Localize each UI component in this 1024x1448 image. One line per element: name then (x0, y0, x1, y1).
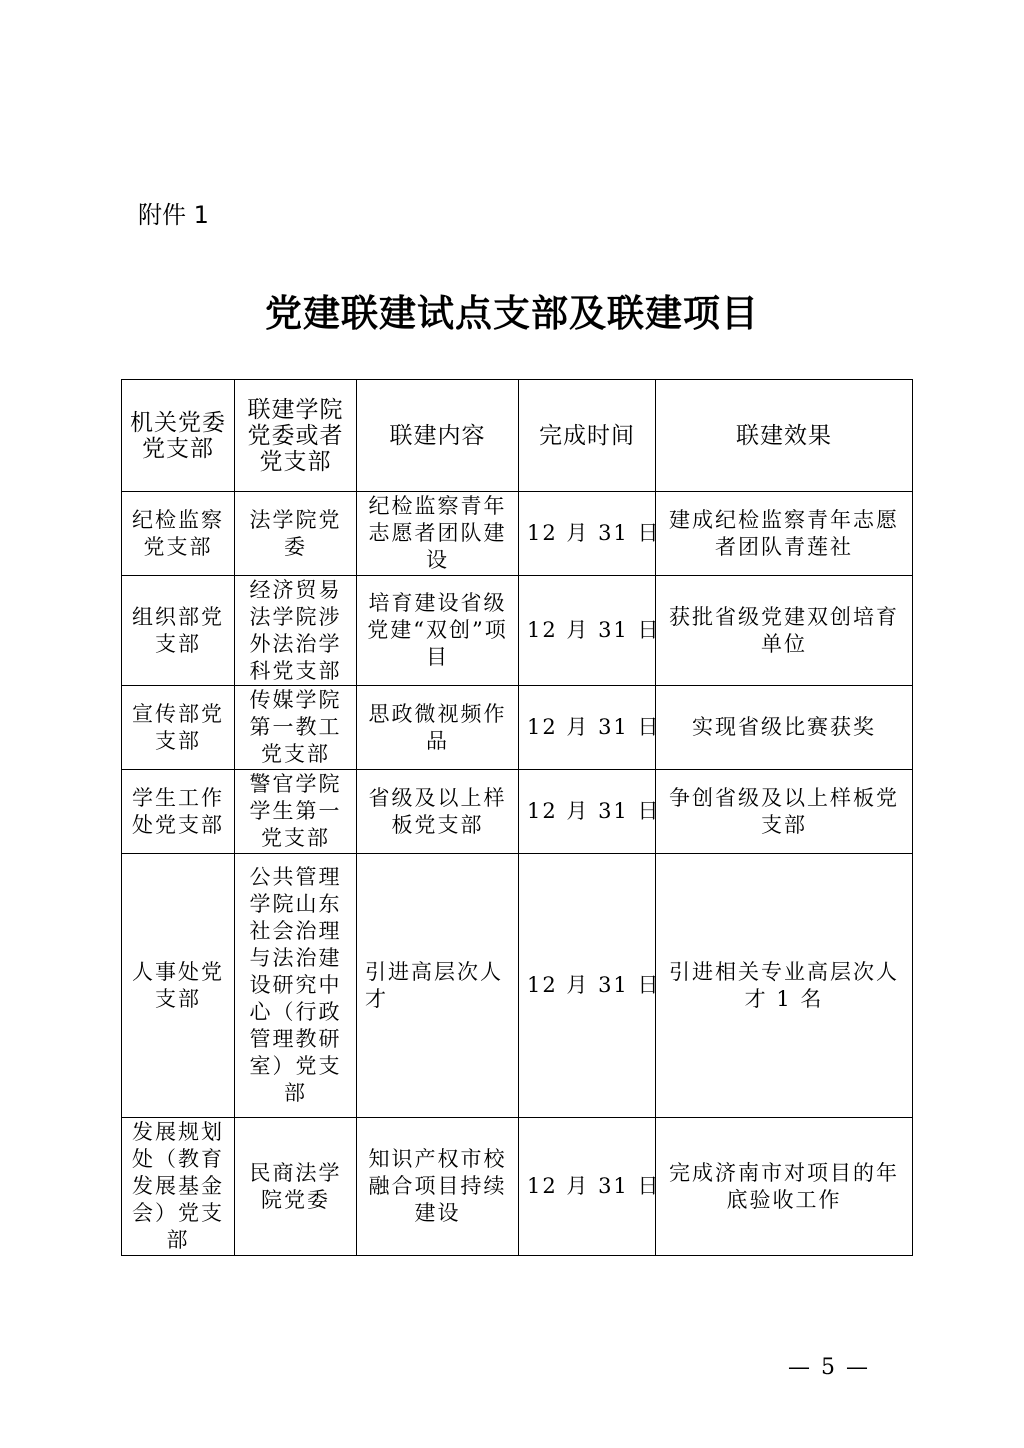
cell-content: 引进高层次人才 (357, 854, 519, 1118)
table-row (122, 576, 913, 686)
cell-dept: 纪检监察党支部 (122, 492, 235, 576)
cell-deadline: 12 月 31 日 (519, 686, 656, 770)
table-row (122, 686, 913, 770)
cell-effect: 争创省级及以上样板党支部 (656, 770, 913, 854)
header-dept-branch: 机关党委党支部 (122, 380, 235, 492)
cell-deadline: 12 月 31 日 (519, 576, 656, 686)
cell-effect: 实现省级比赛获奖 (656, 686, 913, 770)
cell-partner: 法学院党委 (235, 492, 357, 576)
table-row (122, 1118, 913, 1256)
header-partner-branch: 联建学院党委或者党支部 (235, 380, 357, 492)
table-header-row (122, 380, 913, 492)
cell-content: 纪检监察青年志愿者团队建设 (357, 492, 519, 576)
project-table (121, 379, 913, 1256)
table-row (122, 770, 913, 854)
cell-effect: 建成纪检监察青年志愿者团队青莲社 (656, 492, 913, 576)
cell-dept: 人事处党支部 (122, 854, 235, 1118)
cell-content: 省级及以上样板党支部 (357, 770, 519, 854)
header-deadline: 完成时间 (519, 380, 656, 492)
cell-dept: 组织部党支部 (122, 576, 235, 686)
cell-deadline: 12 月 31 日 (519, 492, 656, 576)
header-effect: 联建效果 (656, 380, 913, 492)
cell-dept: 宣传部党支部 (122, 686, 235, 770)
cell-content: 知识产权市校融合项目持续建设 (357, 1118, 519, 1256)
cell-effect: 获批省级党建双创培育单位 (656, 576, 913, 686)
cell-partner: 警官学院学生第一党支部 (235, 770, 357, 854)
cell-partner: 民商法学院党委 (235, 1118, 357, 1256)
header-content: 联建内容 (357, 380, 519, 492)
cell-effect: 引进相关专业高层次人才 1 名 (656, 854, 913, 1118)
cell-dept: 学生工作处党支部 (122, 770, 235, 854)
cell-effect: 完成济南市对项目的年底验收工作 (656, 1118, 913, 1256)
cell-partner: 经济贸易法学院涉外法治学科党支部 (235, 576, 357, 686)
attachment-label: 附件 1 (138, 201, 209, 229)
cell-deadline: 12 月 31 日 (519, 770, 656, 854)
table-row (122, 854, 913, 1118)
cell-partner: 公共管理学院山东社会治理与法治建设研究中心（行政管理教研室）党支部 (235, 854, 357, 1118)
cell-deadline: 12 月 31 日 (519, 1118, 656, 1256)
table-row (122, 492, 913, 576)
page-number: — 5 — (788, 1355, 870, 1380)
cell-content: 思政微视频作品 (357, 686, 519, 770)
cell-dept: 发展规划处（教育发展基金会）党支部 (122, 1118, 235, 1256)
cell-content: 培育建设省级党建“双创”项目 (357, 576, 519, 686)
document-title: 党建联建试点支部及联建项目 (265, 291, 759, 335)
cell-partner: 传媒学院第一教工党支部 (235, 686, 357, 770)
cell-deadline: 12 月 31 日 (519, 854, 656, 1118)
